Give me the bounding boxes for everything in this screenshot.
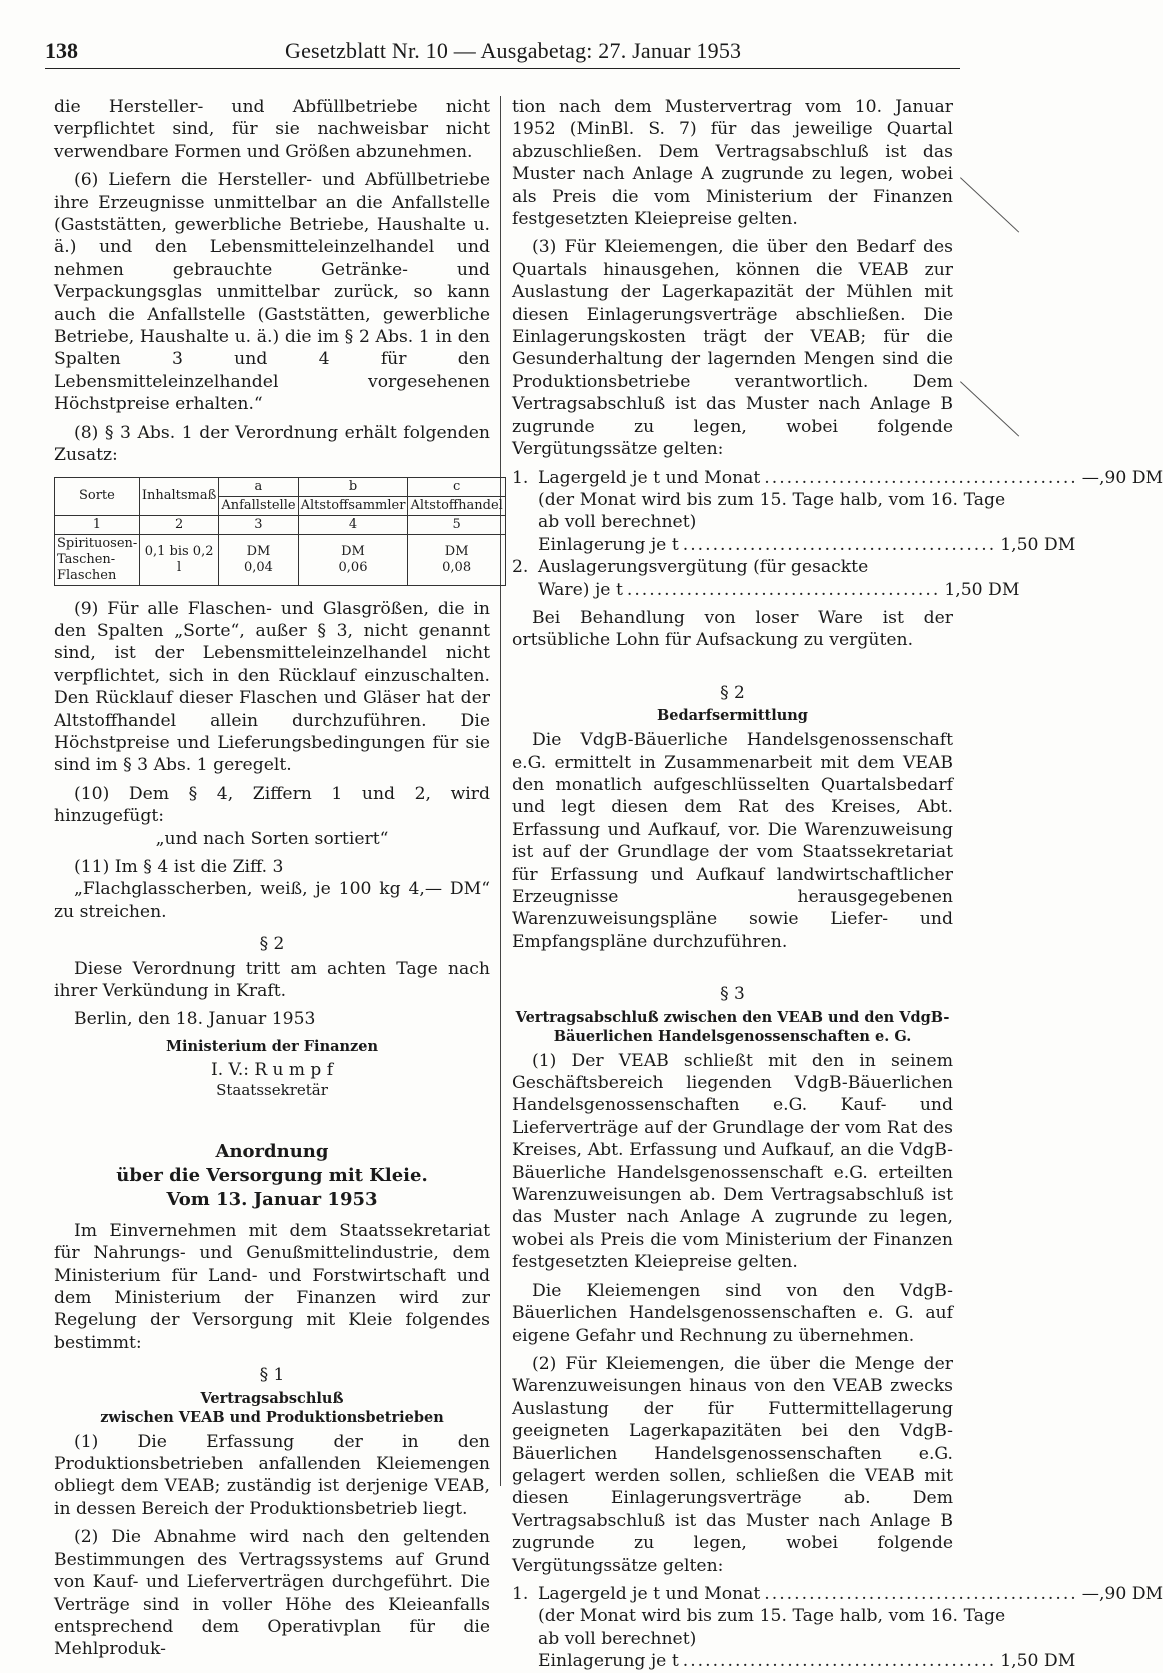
paragraph: „und nach Sorten sortiert“ <box>155 828 389 849</box>
paragraph: Im Einvernehmen mit dem Staatssekretariat für Nahrungs- und Genußmittelindustrie, dem Ministerium für Land- und Forstwirtschaft und dem Ministerium der Finanzen wird zur Regelung der Versorgung mit Kleie folgendes bestimmt: <box>54 1220 490 1353</box>
rate-label: Einlagerung je t <box>538 1651 679 1672</box>
table-cell: 0,1 bis 0,2 l <box>139 534 218 585</box>
table-header: Altstoffsammler <box>298 496 408 515</box>
item-number: 2. <box>512 557 529 578</box>
margin-mark <box>960 177 1019 232</box>
table-header: Anfallstelle <box>219 496 298 515</box>
place-date: Berlin, den 18. Januar 1953 <box>74 1009 316 1030</box>
table-cell <box>219 534 298 585</box>
rate-value: 1,50 DM <box>944 579 1020 600</box>
paragraph: (6) Liefern die Hersteller- und Abfüllbetriebe ihre Erzeugnisse unmittelbar an die Anfallstelle (Gaststätten, gewerbliche Betriebe, Haushalte u. ä.) und den Lebensmitteleinzelhandel und nehmen gebrauchte Getränke- und Verpackungsglas unmittelbar zurück, so kann auch die Anfallstelle (Gaststätten, gewerbliche Betriebe, Haushalte u. ä.) die im § 2 Abs. 1 in den Spalten 3 und 4 für den Lebensmitteleinzelhandel vorgesehenen Höchstpreise erhalten.“ <box>54 170 490 415</box>
value: 0,06 <box>338 559 368 575</box>
paragraph: (9) Für alle Flaschen- und Glasgrößen, die in den Spalten „Sorte“, außer § 3, nicht genannt sind, ist der Lebensmitteleinzelhandel nicht verpflichtet, sich in den Rücklauf einzuschalten. Den Rücklauf dieser Flaschen und Gläser hat der Altstoffhandel allein durchzuführen. Die Höchstpreise und Lieferungsbedingungen für sie sind im § 3 Abs. 1 geregelt. <box>54 598 490 776</box>
paragraph: Bei Behandlung von loser Ware ist der ortsübliche Lohn für Aufsackung zu vergüten. <box>512 607 953 651</box>
table-header: Altstoffhandel <box>408 496 505 515</box>
table-header: Sorte <box>55 477 140 515</box>
margin-mark <box>960 381 1019 436</box>
rate-label: Auslagerungsvergütung (für gesackte <box>538 557 869 578</box>
table-cell <box>298 534 408 585</box>
section-heading: § 2 <box>720 682 745 703</box>
item-number: 1. <box>512 467 529 488</box>
column-divider <box>500 96 501 1486</box>
rate-label: Ware) je t <box>538 579 623 600</box>
unit-label: DM <box>444 543 469 559</box>
paragraph: (2) Für Kleiemengen, die über die Menge der Warenzuweisungen hinaus von den VEAB zwecks Auslastung der für Futtermittellagerung geeigneten Lagerkapazitäten bei den VdgB-Bäuerlichen Handelsgenossenschaften e.G. gelagert werden sollen, schließen die VEAB mit diesen Einlagerungsverträge ab. Dem Vertragsabschluß ist das Muster nach Anlage B zugrunde zu legen, wobei folgende Vergütungssätze gelten: <box>512 1353 953 1576</box>
paragraph: die Hersteller- und Abfüllbetriebe nicht verpflichtet sind, für sie nachweisbar nicht verwendbare Formen und Größen abzunehmen. <box>54 97 490 162</box>
table-header: b <box>298 477 408 496</box>
rate-label: Lagergeld je t und Monat <box>538 467 761 488</box>
table-header: a <box>219 477 298 496</box>
rate-label: Einlagerung je t <box>538 534 679 555</box>
section-heading: § 2 <box>259 934 285 955</box>
column-number: 1 <box>55 515 140 534</box>
section-title: Vertragsabschluß <box>200 1389 344 1407</box>
section-title: zwischen VEAB und Produktionsbetrieben <box>100 1408 444 1426</box>
unit-label: DM <box>246 543 271 559</box>
ministry-name: Ministerium der Finanzen <box>165 1037 379 1055</box>
price-table <box>54 477 506 586</box>
section-heading: § 1 <box>259 1365 285 1386</box>
rate-value: —,90 DM <box>1081 467 1163 488</box>
unit-label: DM <box>341 543 365 559</box>
table-row <box>55 534 506 585</box>
table-cell: Spirituosen-Taschen-Flaschen <box>55 534 140 585</box>
paragraph: (8) § 3 Abs. 1 der Verordnung erhält folgenden Zusatz: <box>54 422 490 466</box>
section-heading: § 3 <box>720 984 745 1005</box>
section-title: Bäuerlichen Handelsgenossenschaften e. G. <box>553 1027 912 1045</box>
section-title: Bedarfsermittlung <box>657 707 808 725</box>
item-number: 1. <box>512 1583 529 1604</box>
paragraph: (3) Für Kleiemengen, die über den Bedarf des Quartals hinausgehen, können die VEAB zur Auslastung der Lagerkapazität der Mühlen mit diesen Einlagerungsverträge abschließen. Die Einlagerungskosten trägt der VEAB; für die Gesunderhaltung der lagernden Mengen sind die Produktionsbetriebe verantwortlich. Dem Vertragsabschluß ist das Muster nach Anlage B zugrunde zu legen, wobei folgende Vergütungssätze gelten: <box>512 237 953 460</box>
column-number: 2 <box>139 515 218 534</box>
paragraph: tion nach dem Mustervertrag vom 10. Januar 1952 (MinBl. S. 7) für das jeweilige Quartal abzuschließen. Dem Vertragsabschluß ist das Muster nach Anlage A zugrunde zu legen, wobei als Preis die vom Ministerium der Finanzen festgesetzten Kleiepreise gelten. <box>512 97 953 230</box>
rate-value: —,90 DM <box>1081 1583 1163 1604</box>
paragraph: „Flachglasscherben, weiß, je 100 kg 4,— DM“ zu streichen. <box>54 879 490 922</box>
table-cell <box>408 534 505 585</box>
column-number: 5 <box>408 515 505 534</box>
column-number: 4 <box>298 515 408 534</box>
paragraph: Die Kleiemengen sind von den VdgB-Bäuerlichen Handelsgenossenschaften e. G. auf eigene Gefahr und Rechnung zu übernehmen. <box>512 1280 953 1346</box>
value: 0,04 <box>243 559 273 575</box>
rate-note: (der Monat wird bis zum 15. Tage halb, vom 16. Tage ab voll berechnet) <box>538 489 1006 533</box>
list-item: 1. Lagergeld je t und Monat .......................................... —,90 DM (der Monat wird bis zum 15. Tage halb, vom 16. Tage ab voll berechnet) Einlagerung je t .......................................... 1,50 DM <box>512 467 1163 555</box>
section-title: Vertragsabschluß zwischen den VEAB und den VdgB- <box>515 1008 950 1026</box>
gazette-title: Gesetzblatt Nr. 10 — Ausgabetag: 27. Januar 1953 <box>285 38 742 63</box>
order-subtitle: über die Versorgung mit Kleie. <box>116 1164 428 1186</box>
paragraph: (2) Die Abnahme wird nach den geltenden Bestimmungen des Vertragssystems auf Grund von Kauf- und Lieferverträgen durchgeführt. Die Verträge sind in voller Höhe des Kleieanfalls entsprechend dem Operativplan für die Mehlproduk- <box>54 1527 490 1660</box>
left-column <box>54 96 503 1667</box>
paragraph: (1) Der VEAB schließt mit den in seinem Geschäftsbereich liegenden VdgB-Bäuerlichen Handelsgenossenschaften e.G. Kauf- und Lieferverträge auf der Grundlage der vom Rat des Kreises, Abt. Erfassung und Aufkauf, an die VdgB-Bäuerliche Handelsgenossenschaft e.G. erteilten Warenzuweisungen ab. Dem Vertragsabschluß ist das Muster nach Anlage A zugrunde zu legen, wobei als Preis die vom Ministerium der Finanzen festgesetzten Kleiepreise gelten. <box>512 1050 953 1273</box>
column-number: 3 <box>219 515 298 534</box>
paragraph: Die VdgB-Bäuerliche Handelsgenossenschaft e.G. ermittelt in Zusammenarbeit mit dem VEAB den monatlich aufgeschlüsselten Quartalsbedarf und legt diesen dem Rat des Kreises, Abt. Erfassung und Aufkauf, vor. Die Warenzuweisung ist auf der Grundlage der vom Staatssekretariat für Erfassung und Aufkauf landwirtschaftlicher Erzeugnisse herausgegebenen Warenzuweisungspläne sowie Liefer- und Empfangspläne durchzuführen. <box>512 730 953 952</box>
table-header: c <box>408 477 505 496</box>
paragraph: Diese Verordnung tritt am achten Tage nach ihrer Verkündung in Kraft. <box>54 958 490 1001</box>
page-number: 138 <box>45 38 78 63</box>
rate-value: 1,50 DM <box>1000 534 1076 555</box>
list-item: 1. Lagergeld je t und Monat .......................................... —,90 DM (der Monat wird bis zum 15. Tage halb, vom 16. Tage ab voll berechnet) Einlagerung je t .......................................... 1,50 DM <box>512 1583 1163 1672</box>
order-title: Anordnung <box>215 1140 329 1162</box>
signer: I. V.: R u m p f <box>210 1059 334 1080</box>
rate-note: (der Monat wird bis zum 15. Tage halb, vom 16. Tage ab voll berechnet) <box>538 1606 1006 1649</box>
rate-label: Lagergeld je t und Monat <box>538 1583 761 1604</box>
right-column <box>512 96 1163 1673</box>
value: 0,08 <box>442 559 472 575</box>
paragraph: (1) Die Erfassung der in den Produktionsbetrieben anfallenden Kleiemengen obliegt dem VEAB; zuständig ist derjenige VEAB, in dessen Bereich der Produktionsbetrieb liegt. <box>54 1431 490 1519</box>
list-item: 2. Auslagerungsvergütung (für gesackte Ware) je t .......................................... 1,50 DM <box>512 557 1020 600</box>
signer-title: Staatssekretär <box>216 1080 328 1099</box>
paragraph: (10) Dem § 4, Ziffern 1 und 2, wird hinzugefügt: <box>54 783 490 827</box>
page-header <box>45 38 960 69</box>
table-header: Inhaltsmaß <box>139 477 218 515</box>
rate-value: 1,50 DM <box>1000 1651 1076 1672</box>
order-date: Vom 13. Januar 1953 <box>166 1188 378 1210</box>
paragraph: (11) Im § 4 ist die Ziff. 3 <box>74 856 284 877</box>
